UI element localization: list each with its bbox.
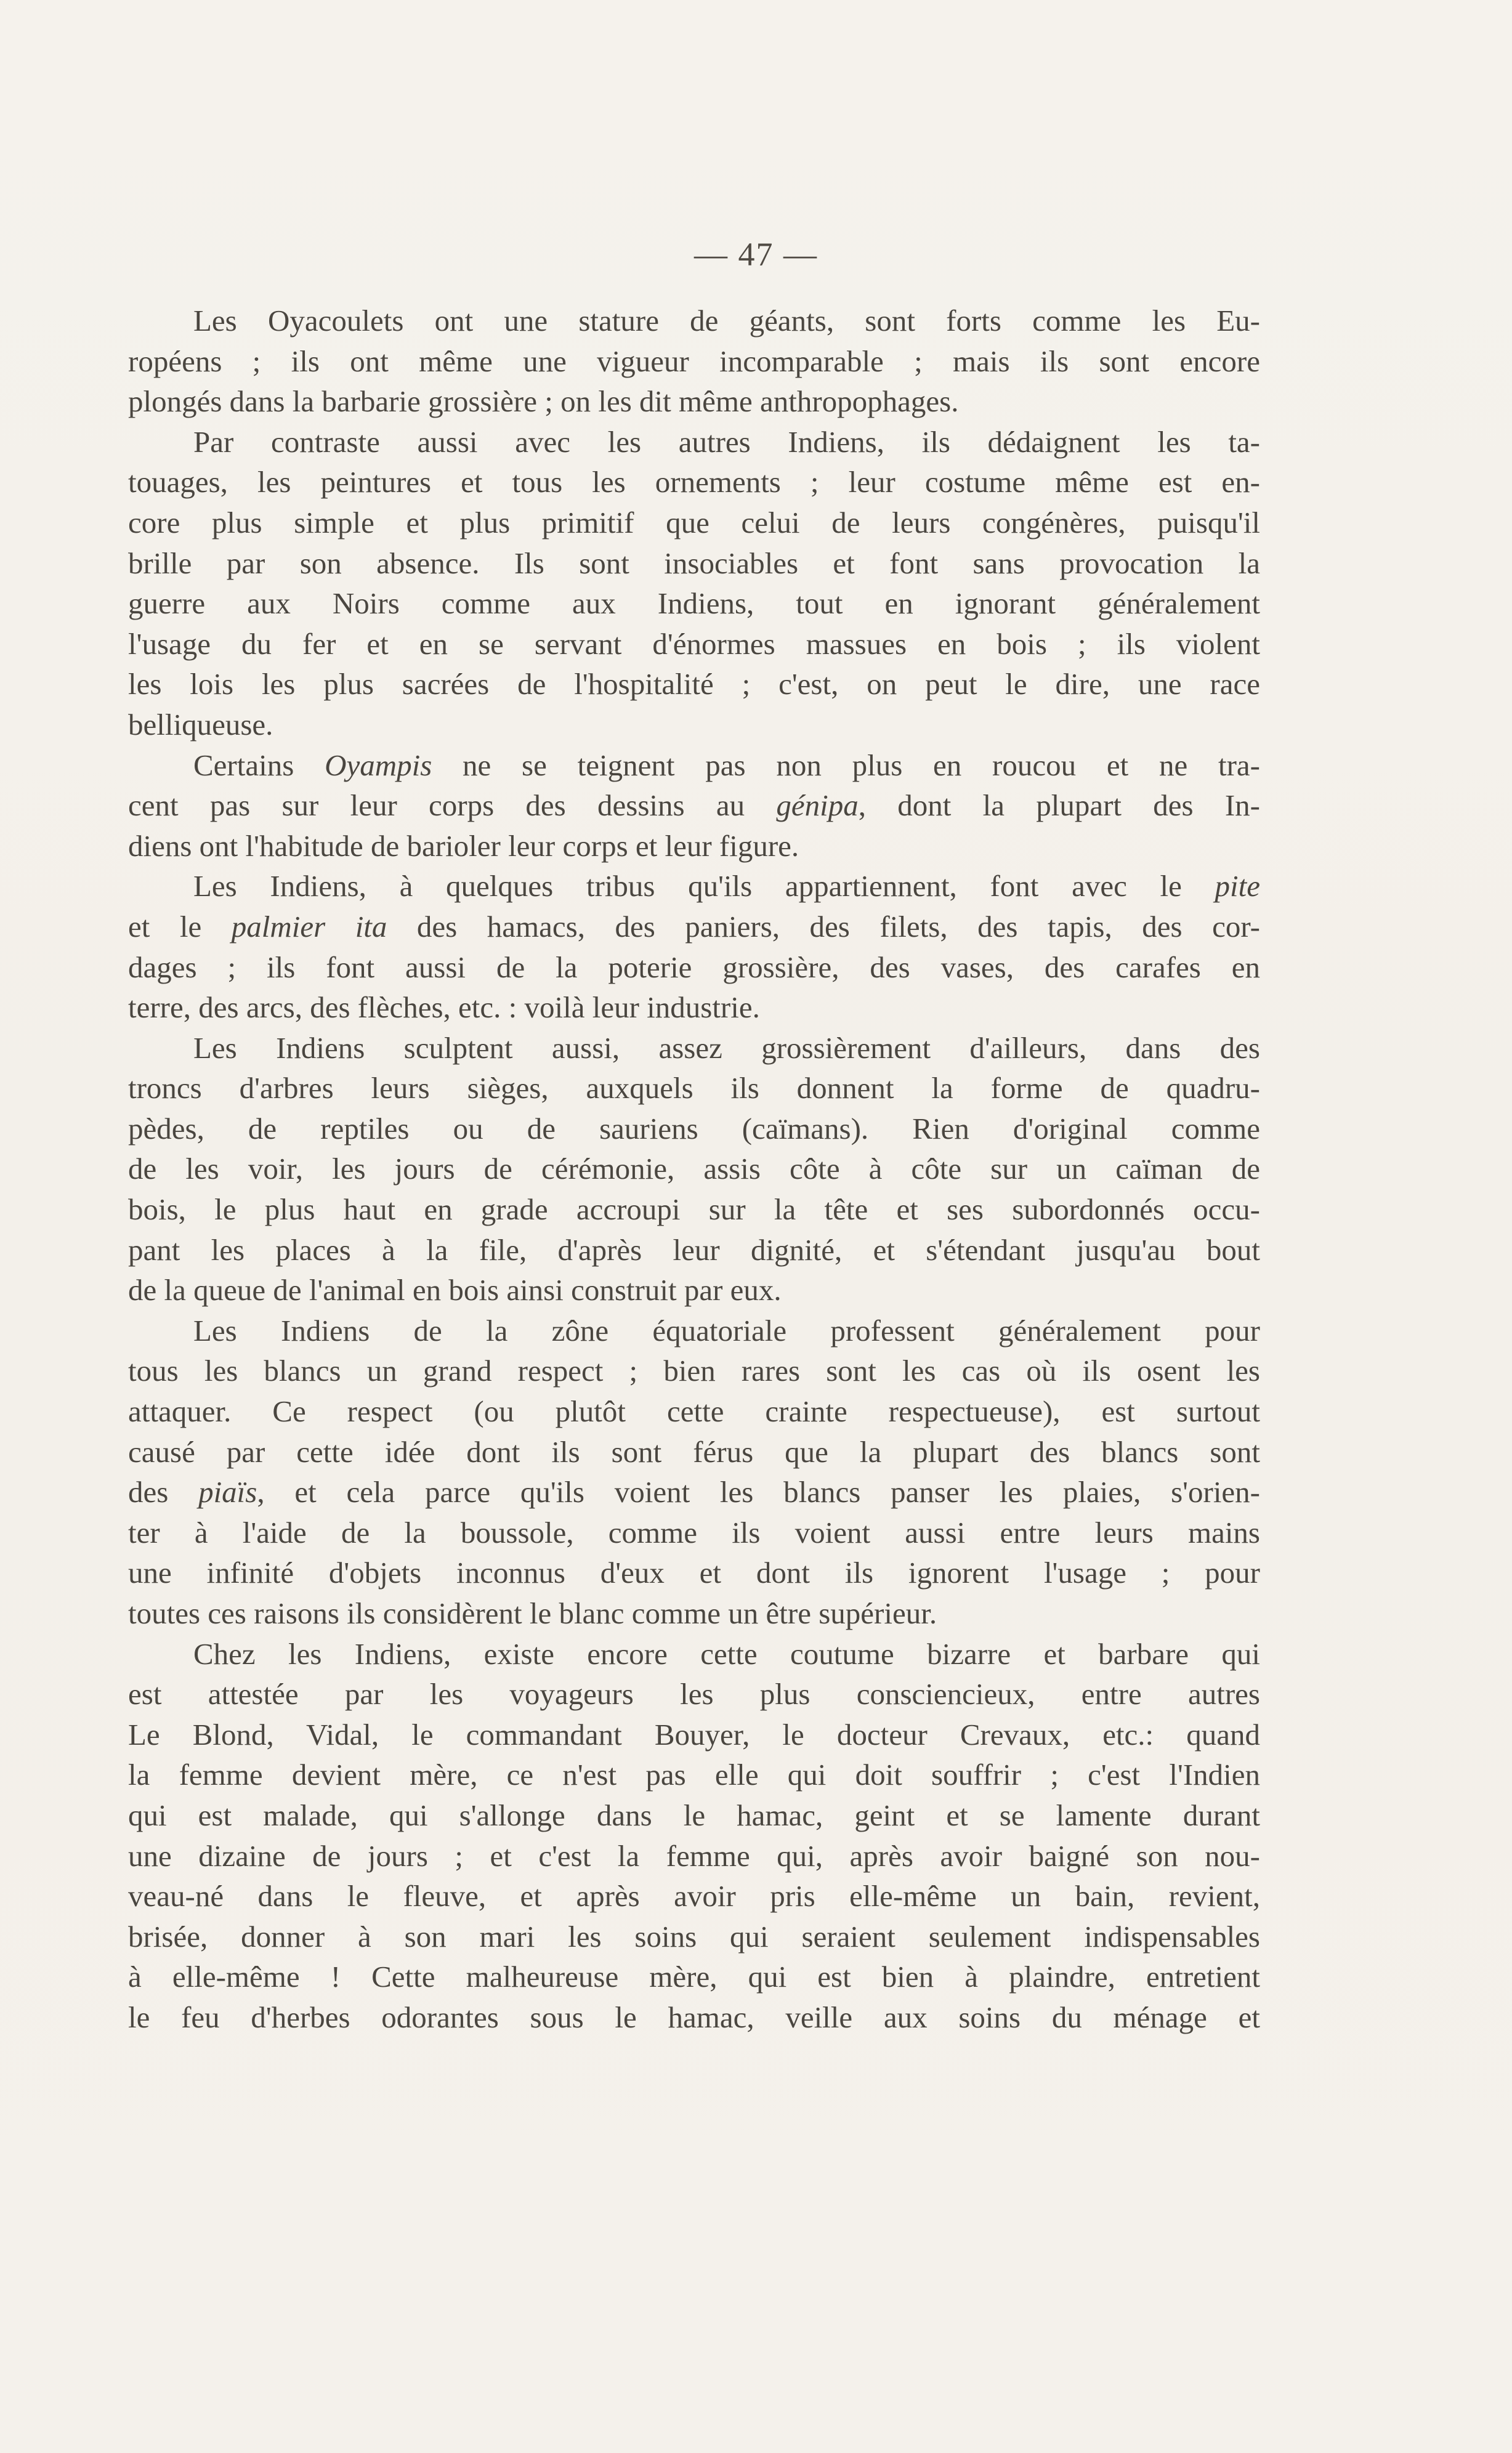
text-segment: des xyxy=(128,1475,199,1509)
text-line xyxy=(128,1472,1260,1513)
text-line: la femme devient mère, ce n'est pas elle qui doit souffrir ; c'est l'Indien xyxy=(128,1758,1260,1792)
text-line: Les Indiens sculptent aussi, assez grossièrement d'ailleurs, dans des xyxy=(193,1030,1260,1065)
text-line xyxy=(128,866,1260,907)
text-line: core plus simple et plus primitif que celui de leurs congénères, puisqu'il xyxy=(128,505,1260,539)
text-line: terre, des arcs, des flèches, etc. : voilà leur industrie. xyxy=(128,990,760,1025)
text-line xyxy=(128,785,1260,826)
text-segment: Certains xyxy=(193,748,325,782)
text-line: veau-né dans le fleuve, et après avoir pris elle-même un bain, revient, xyxy=(128,1879,1260,1914)
text-line: attaquer. Ce respect (ou plutôt cette crainte respectueuse), est surtout xyxy=(128,1394,1260,1429)
text-line: qui est malade, qui s'allonge dans le hamac, geint et se lamente durant xyxy=(128,1798,1260,1832)
text-segment: et le xyxy=(128,909,232,944)
text-line: plongés dans la barbarie grossière ; on les dit même anthropophages. xyxy=(128,384,959,419)
text-line: tous les blancs un grand respect ; bien rares sont les cas où ils osent les xyxy=(128,1354,1260,1388)
text-segment: cent pas sur leur corps des dessins au xyxy=(128,788,777,823)
text-line: une infinité d'objets inconnus d'eux et dont ils ignorent l'usage ; pour xyxy=(128,1556,1260,1590)
text-line: brisée, donner à son mari les soins qui seraient seulement indispensables xyxy=(128,1919,1260,1954)
text-line: Par contraste aussi avec les autres Indiens, ils dédaignent les ta- xyxy=(193,424,1260,459)
text-line: de la queue de l'animal en bois ainsi construit par eux. xyxy=(128,1273,782,1307)
italic-term: Oyampis xyxy=(325,748,432,782)
text-line: toutes ces raisons ils considèrent le blanc comme un être supérieur. xyxy=(128,1596,937,1630)
text-line: de les voir, les jours de cérémonie, assis côte à côte sur un caïman de xyxy=(128,1152,1260,1186)
text-line: pèdes, de reptiles ou de sauriens (caïmans). Rien d'original comme xyxy=(128,1111,1260,1146)
text-line: troncs d'arbres leurs sièges, auxquels ils donnent la forme de quadru- xyxy=(128,1071,1260,1105)
text-segment: Les Indiens, à quelques tribus qu'ils appartiennent, font avec le xyxy=(193,869,1215,903)
text-line: dages ; ils font aussi de la poterie grossière, des vases, des carafes en xyxy=(128,950,1260,984)
text-line: Chez les Indiens, existe encore cette coutume bizarre et barbare qui xyxy=(193,1636,1260,1671)
text-line: pant les places à la file, d'après leur dignité, et s'étendant jusqu'au bout xyxy=(128,1232,1260,1267)
italic-term: pite xyxy=(1215,869,1260,903)
text-line: à elle-même ! Cette malheureuse mère, qui est bien à plaindre, entretient xyxy=(128,1960,1260,1994)
text-line: ropéens ; ils ont même une vigueur incomparable ; mais ils sont encore xyxy=(128,344,1260,378)
text-line: bois, le plus haut en grade accroupi sur la tête et ses subordonnés occu- xyxy=(128,1192,1260,1227)
text-line: Le Blond, Vidal, le commandant Bouyer, le docteur Crevaux, etc.: quand xyxy=(128,1717,1260,1752)
text-line: belliqueuse. xyxy=(128,707,273,742)
text-line: ter à l'aide de la boussole, comme ils voient aussi entre leurs mains xyxy=(128,1515,1260,1550)
page-number: — 47 — xyxy=(694,236,818,273)
text-line: les lois les plus sacrées de l'hospitalité ; c'est, on peut le dire, une race xyxy=(128,667,1260,701)
italic-term: piaïs xyxy=(198,1475,257,1509)
italic-term: génipa xyxy=(776,788,859,823)
text-line: Les Oyacoulets ont une stature de géants, sont forts comme les Eu- xyxy=(193,304,1260,337)
text-segment: , dont la plupart des In- xyxy=(858,788,1260,823)
text-line: Les Indiens de la zône équatoriale professent généralement pour xyxy=(193,1313,1260,1348)
text-line xyxy=(128,907,1260,947)
text-line: diens ont l'habitude de barioler leur corps et leur figure. xyxy=(128,828,799,863)
text-line: une dizaine de jours ; et c'est la femme qui, après avoir baigné son nou- xyxy=(128,1838,1260,1873)
text-line: touages, les peintures et tous les ornements ; leur costume même est en- xyxy=(128,465,1260,499)
italic-term: palmier ita xyxy=(231,909,387,944)
text-segment: , et cela parce qu'ils voient les blancs panser les plaies, s'orien- xyxy=(257,1475,1260,1509)
text-line: l'usage du fer et en se servant d'énormes massues en bois ; ils violent xyxy=(128,626,1260,661)
text-segment: ne se teignent pas non plus en roucou et ne tra- xyxy=(432,748,1260,782)
text-line: guerre aux Noirs comme aux Indiens, tout en ignorant généralement xyxy=(128,586,1260,621)
text-line: le feu d'herbes odorantes sous le hamac, veille aux soins du ménage et xyxy=(128,2000,1260,2034)
text-line: causé par cette idée dont ils sont férus que la plupart des blancs sont xyxy=(128,1434,1260,1469)
text-segment: des hamacs, des paniers, des filets, des tapis, des cor- xyxy=(387,909,1260,944)
body-text xyxy=(128,301,1260,2038)
text-line xyxy=(128,745,1260,786)
text-line: est attestée par les voyageurs les plus consciencieux, entre autres xyxy=(128,1677,1260,1711)
text-line: brille par son absence. Ils sont insociables et font sans provocation la xyxy=(128,546,1260,580)
